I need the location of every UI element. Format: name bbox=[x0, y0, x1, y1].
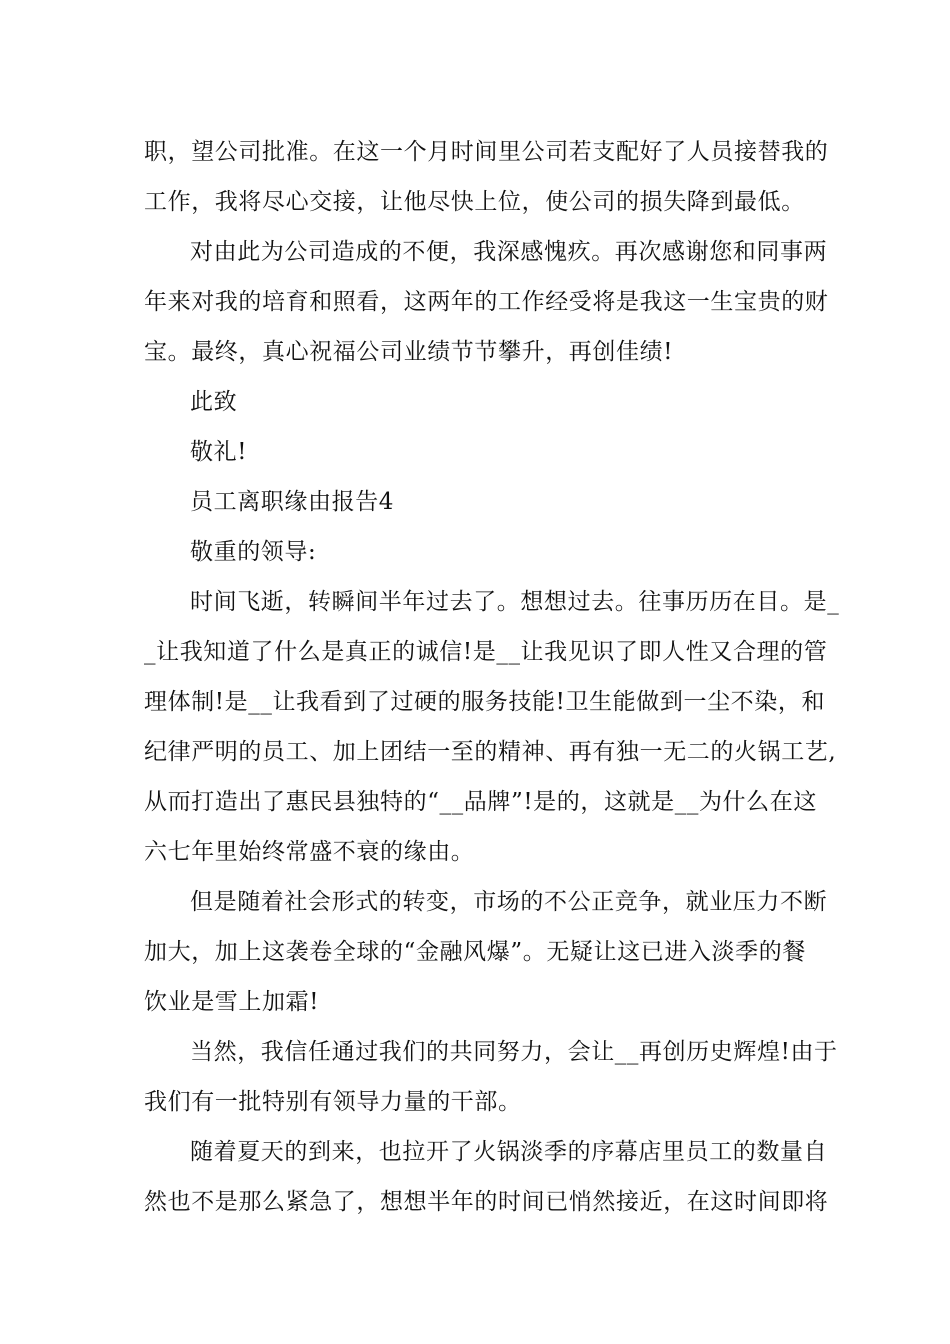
closing-regards: 敬礼! bbox=[190, 439, 248, 465]
paragraph-first-line: 但是随着社会形式的转变，市场的不公正竞争，就业压力不断 bbox=[190, 889, 828, 915]
text-line: _让我知道了什么是真正的诚信!是__让我见识了即人性又合理的管 bbox=[144, 639, 828, 665]
text-line: 然也不是那么紧急了，想想半年的时间已悄然接近，在这时间即将 bbox=[144, 1189, 829, 1215]
greeting: 敬重的领导: bbox=[190, 539, 317, 565]
closing-salutation: 此致 bbox=[190, 389, 238, 415]
paragraph-first-line: 当然，我信任通过我们的共同努力，会让__再创历史辉煌!由于 bbox=[190, 1039, 838, 1065]
text-line: 我们有一批特别有领导力量的干部。 bbox=[144, 1089, 522, 1115]
text-line: 六七年里始终常盛不衰的缘由。 bbox=[144, 839, 475, 865]
text-line: 理体制!是__让我看到了过硬的服务技能!卫生能做到一尘不染，和 bbox=[144, 689, 826, 715]
text-line: 从而打造出了惠民县独特的“__品牌”!是的，这就是__为什么在这 bbox=[144, 789, 817, 815]
paragraph-first-line: 对由此为公司造成的不便，我深感愧疚。再次感谢您和同事两 bbox=[190, 239, 828, 265]
text-line: 工作，我将尽心交接，让他尽快上位，使公司的损失降到最低。 bbox=[144, 189, 805, 215]
paragraph-first-line: 时间飞逝，转瞬间半年过去了。想想过去。往事历历在目。是_ bbox=[190, 589, 840, 615]
text-line: 职，望公司批准。在这一个月时间里公司若支配好了人员接替我的 bbox=[144, 139, 829, 165]
paragraph-first-line: 随着夏天的到来，也拉开了火锅淡季的序幕店里员工的数量自 bbox=[190, 1139, 828, 1165]
text-line: 年来对我的培育和照看，这两年的工作经受将是我这一生宝贵的财 bbox=[144, 289, 829, 315]
text-line: 饮业是雪上加霜! bbox=[144, 989, 320, 1015]
section-title: 员工离职缘由报告4 bbox=[190, 489, 395, 515]
text-line: 纪律严明的员工、加上团结一至的精神、再有独一无二的火锅工艺, bbox=[144, 739, 837, 765]
text-line: 加大，加上这袭卷全球的“金融风爆”。无疑让这已进入淡季的餐 bbox=[144, 939, 806, 965]
text-line: 宝。最终，真心祝福公司业绩节节攀升，再创佳绩! bbox=[144, 339, 674, 365]
